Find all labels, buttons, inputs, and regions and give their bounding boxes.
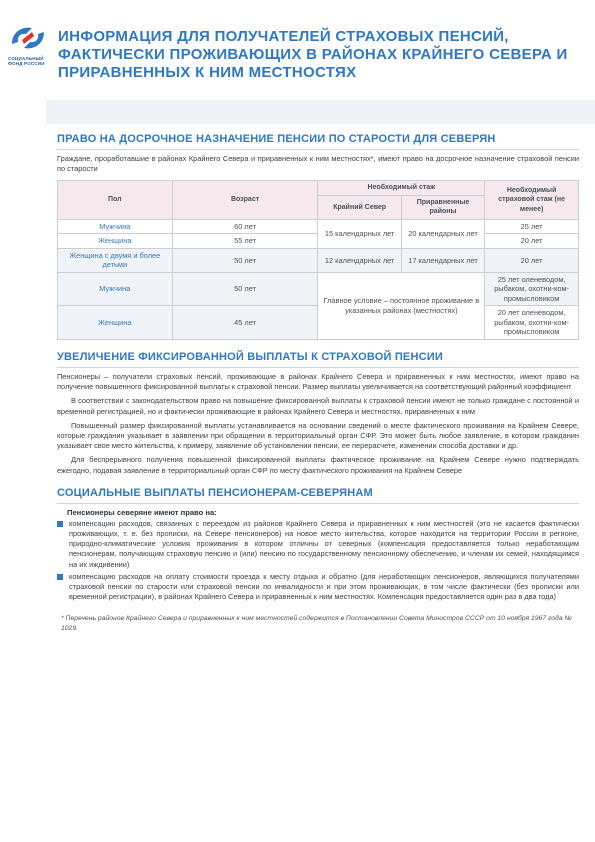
cell-gender: Мужчина xyxy=(58,272,173,306)
table-row xyxy=(58,248,579,272)
list-item xyxy=(57,519,579,570)
header-gender: Пол xyxy=(58,181,173,220)
cell-equiv: 17 календарных лет xyxy=(401,248,484,272)
cell-gender: Женщина xyxy=(58,306,173,340)
cell-age: 50 лет xyxy=(172,248,318,272)
section1-heading: ПРАВО НА ДОСРОЧНОЕ НАЗНАЧЕНИЕ ПЕНСИИ ПО СТАРОСТИ ДЛЯ СЕВЕРЯН xyxy=(57,133,496,145)
section2-paragraph: Для беспрерывного получения повышенной фиксированной выплаты фактическое проживание на Крайнем Севере нужно подтверждать ежегодно, подавая заявление в территориальный орган СФР по месту фактического проживания на Крайнем Севере xyxy=(57,455,579,475)
header-gray-panel xyxy=(46,100,595,124)
cell-condition: Главное условие – постоянное проживание в указанных районах (местностях) xyxy=(318,272,485,339)
cell-insurance: 25 лет xyxy=(485,219,579,234)
table-row xyxy=(58,272,579,306)
cell-gender: Мужчина xyxy=(58,219,173,234)
list-item xyxy=(57,572,579,603)
header-north: Крайний Север xyxy=(318,195,401,219)
divider xyxy=(57,149,579,150)
footnote: * Перечень районов Крайнего Севера и приравненных к ним местностей содержится в Постановлении Совета Министров СССР от 10 ноября 1967 года № 1029. xyxy=(61,615,572,632)
divider xyxy=(57,503,579,504)
requirements-table xyxy=(57,180,579,340)
sfr-logo xyxy=(8,22,54,66)
cell-insurance: 25 лет оленеводом, рыбаком, охотни-ком-промысловиком xyxy=(485,272,579,306)
header-equiv: Приравненные районы xyxy=(401,195,484,219)
section1-intro: Граждане, проработавшие в районах Крайнего Севера и приравненных к ним местностях*, имеют право на досрочное назначение страховой пенсии по старости xyxy=(57,154,579,174)
divider xyxy=(57,367,579,368)
cell-insurance: 20 лет xyxy=(485,248,579,272)
cell-gender: Женщина с двумя и более детьми xyxy=(58,248,173,272)
table-header-row xyxy=(58,181,579,196)
cell-equiv: 20 календарных лет xyxy=(401,219,484,248)
square-bullet-icon xyxy=(57,574,63,580)
page-title: ИНФОРМАЦИЯ ДЛЯ ПОЛУЧАТЕЛЕЙ СТРАХОВЫХ ПЕНСИЙ, ФАКТИЧЕСКИ ПРОЖИВАЮЩИХ В РАЙОНАХ КРАЙНЕГО СЕВЕРА И ПРИРАВНЕННЫХ К НИМ МЕСТНОСТЯХ xyxy=(58,28,568,81)
section2-paragraph: Повышенный размер фиксированной выплаты устанавливается на основании сведений о месте фактического проживания на Крайнем Севере, которые гражданин указывает в заявлении при обращении в территориальный орган СФР. Это может быть любое заявление, в котором гражданин указывает свое место жительства, к примеру, заявление об установлении пенсии, ее перерасчете, изменении способа доставки и др. xyxy=(57,420,579,451)
table-row xyxy=(58,219,579,234)
list-item-text: компенсацию расходов, связанных с переездом из районов Крайнего Севера и приравненных к ним местностей (это не касается фактически проживающих, т. е. без прописки, на Севере пенсионеров) на новое место жительства, которое находится на территории России в регионе, природно-климатические условия проживания в котором отличны от северных (компенсация предоставляется только неработающим пенсионерам, получающим страховую пенсию и (или) пенсию по государственному пенсионному обеспечению, и членам их семей, находящимся на их иждивении) xyxy=(69,518,579,569)
list-item-text: компенсацию расходов на оплату стоимости проезда к месту отдыха и обратно (для неработающих пенсионеров, являющихся получателями страховой пенсии по старости или страховой пенсии по инвалидности и при этом проживающих, в том числе фактически (без прописки или временной регистрации), в районах Крайнего Севера и приравненных к ним местностях. Компенсация предоставляется один раз в два года) xyxy=(69,571,579,602)
square-bullet-icon xyxy=(57,521,63,527)
cell-age: 50 лет xyxy=(172,272,318,306)
cell-age: 55 лет xyxy=(172,234,318,249)
section2-paragraph: В соответствии с законодательством право на повышение фиксированной выплаты к страховой пенсии имеют не только граждане с постоянной и временной регистрацией, но и фактически проживающие в районах Крайнего Севера и местностях, приравненных к ним xyxy=(57,396,579,416)
sfr-logo-icon xyxy=(8,22,48,54)
header-stazh: Необходимый стаж xyxy=(318,181,485,196)
cell-age: 60 лет xyxy=(172,219,318,234)
cell-north: 12 календарных лет xyxy=(318,248,401,272)
cell-insurance: 20 лет xyxy=(485,234,579,249)
cell-age: 45 лет xyxy=(172,306,318,340)
left-margin xyxy=(0,0,46,842)
main-content xyxy=(57,132,579,633)
section3-heading: СОЦИАЛЬНЫЕ ВЫПЛАТЫ ПЕНСИОНЕРАМ-СЕВЕРЯНАМ xyxy=(57,486,373,499)
section2-heading: УВЕЛИЧЕНИЕ ФИКСИРОВАННОЙ ВЫПЛАТЫ К СТРАХОВОЙ ПЕНСИИ xyxy=(57,350,443,363)
cell-gender: Женщина xyxy=(58,234,173,249)
header-insurance: Необходимый страховой стаж (не менее) xyxy=(485,181,579,220)
section3-intro: Пенсионеры северяне имеют право на: xyxy=(67,507,217,517)
cell-north: 15 календарных лет xyxy=(318,219,401,248)
section2-paragraph: Пенсионеры – получатели страховых пенсий, проживающие в районах Крайнего Севера и приравненных к ним местностях, имеют право на получение повышенного фиксированной выплаты к страховой пенсии. Размер выплаты увеличивается на соответствующий районный коэффициент xyxy=(57,371,579,392)
cell-insurance: 20 лет оленеводом, рыбаком, охотни-ком-промысловиком xyxy=(485,306,579,340)
benefits-list xyxy=(57,519,579,603)
logo-caption: СОЦИАЛЬНЫЙ ФОНД РОССИИ xyxy=(8,56,45,66)
header-age: Возраст xyxy=(172,181,318,220)
